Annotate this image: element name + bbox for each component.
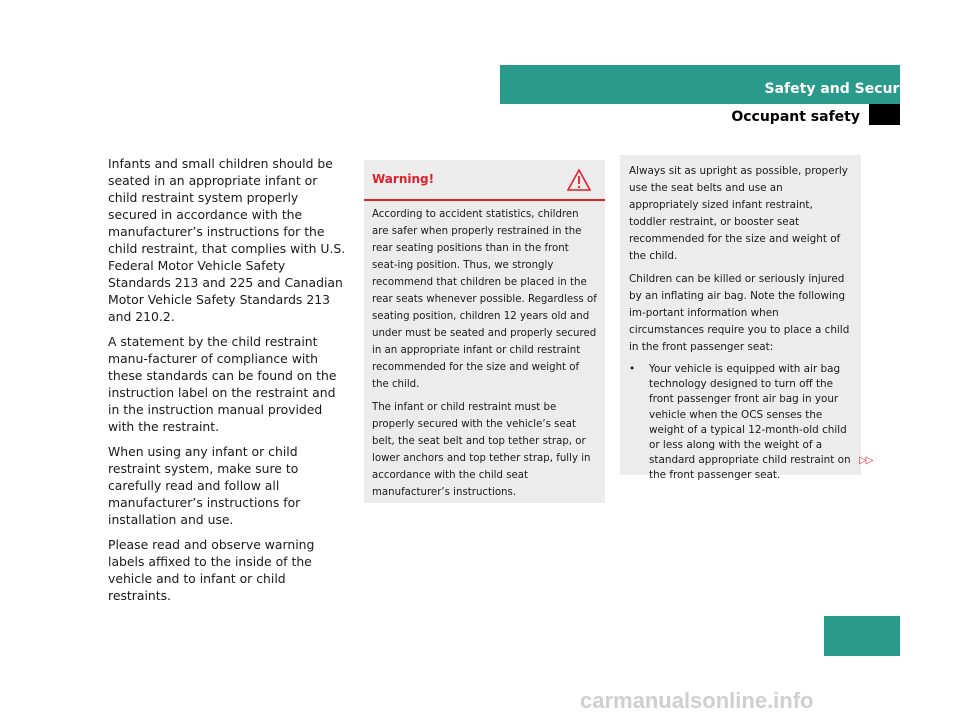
watermark: carmanualsonline.info — [580, 688, 814, 713]
warning-triangle-icon — [567, 169, 591, 191]
info-body — [620, 155, 861, 484]
info-paragraph: Children can be killed or seriously injured by an inflating air bag. Note the following im-portant information when circumstances require you to place a child in the front passenger seat: — [629, 273, 850, 353]
warning-title: Warning! — [372, 172, 435, 186]
warning-body — [364, 201, 605, 501]
page-number: 91 — [900, 622, 920, 638]
warning-header — [364, 160, 605, 201]
info-box — [620, 155, 861, 482]
warning-paragraph: According to accident statistics, children are safer when properly restrained in the rear seating positions than in the front seat-ing position. Thus, we strongly recommend that children be placed in the rear seats whenever possible. Regardless of seating position, children 12 years old and under must be seated and properly secured in an appropriate infant or child restraint recommended for the size and weight of the child. — [372, 209, 597, 390]
header-marker — [869, 104, 900, 125]
continue-arrow-icon: ▷▷ — [859, 455, 873, 466]
warning-paragraph: The infant or child restraint must be properly secured with the vehicle’s seat belt, the seat belt and top tether strap, or lower anchors and top tether strap, fully in accordance with the child seat manufacturer’s instructions. — [372, 402, 591, 498]
bullet-text: Your vehicle is equipped with air bag technology designed to turn off the front passenger front air bag in your vehicle when the OCS senses the weight of a typical 12-month-old child or less along with the weight of a standard appropriate child restraint on the front passenger seat. — [649, 363, 851, 482]
section-title: Safety and Security — [764, 81, 920, 97]
body-paragraph: Infants and small children should be seated in an appropriate infant or child restraint system properly secured in accordance with the manufacturer’s instructions for the child restraint, that complies with U.S. Federal Motor Vehicle Safety Standards 213 and 225 and Canadian Motor Vehicle Safety Standards 213 and 210.2. — [108, 156, 346, 324]
subsection-title: Occupant safety — [731, 109, 860, 125]
body-paragraph: A statement by the child restraint manu-facturer of compliance with these standards can be found on the instruction label on the restraint and in the instruction manual provided with the restraint. — [108, 334, 337, 434]
info-paragraph: Always sit as upright as possible, properly use the seat belts and use an appropriately sized infant restraint, toddler restraint, or booster seat recommended for the size and weight of the child. — [629, 165, 848, 262]
body-paragraph: When using any infant or child restraint system, make sure to carefully read and follow all manufacturer’s instructions for installation and use. — [108, 444, 301, 527]
body-paragraph: Please read and observe warning labels affixed to the inside of the vehicle and to infant or child restraints. — [108, 537, 315, 603]
main-text-column — [108, 155, 350, 612]
warning-box — [364, 160, 605, 503]
info-bullet-item — [629, 362, 853, 484]
page-number-box — [824, 616, 900, 656]
bullet-icon: • — [629, 363, 636, 375]
